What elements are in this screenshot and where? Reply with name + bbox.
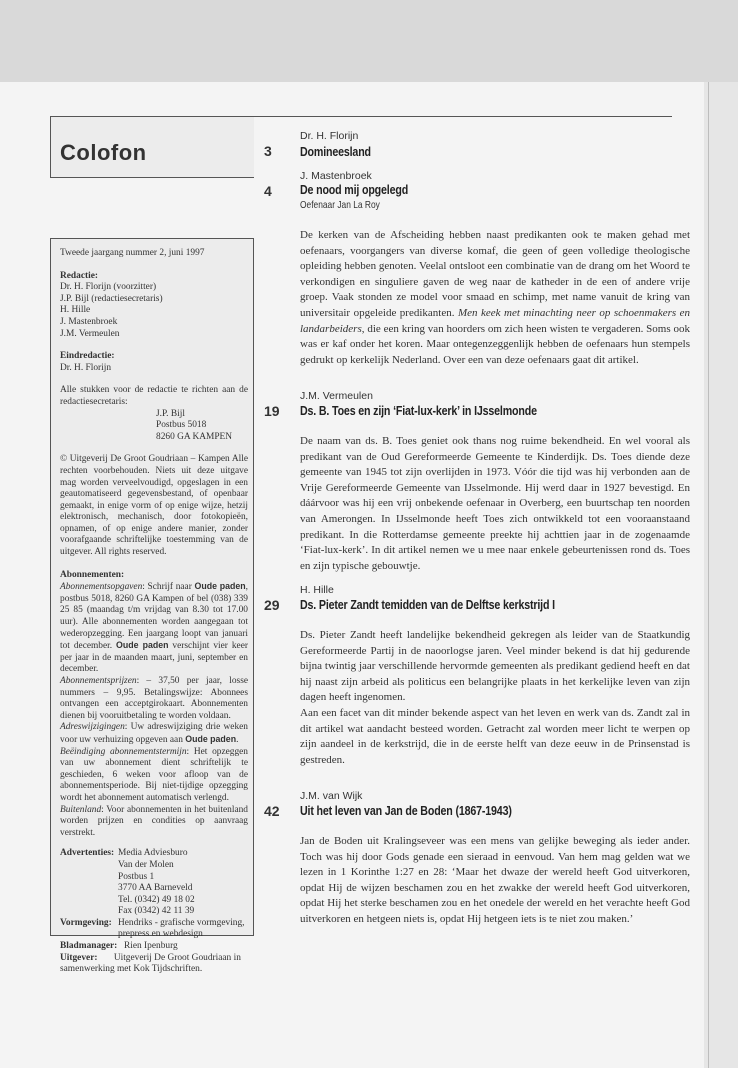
article-summary: De kerken van de Afscheiding hebben naast predikanten ook te maken gehad met oefenaars, voorgangers van diverse komaf, die geen of geen volledige theologische opleiding hebben genoten. Veelal ontsloot een combinatie van de drang om het Woord te verkondigen en singuliere gaven de weg naar de katheder in de een of andere vrije groep. Vaak stonden ze model voor smaad en schimp, met name vanuit de kring van universitair opgeleide predikanten. Men keek met minachting neer op schoenmakers en landarbeiders, die een kring van hoorders om zich heen wisten te vergaderen. Soms ook was er kaf onder het koren. Maar ontegenzeggenlijk hebben de oefenaars hun stempels gedrukt op kerkelijk Nederland. Over een van deze oefenaars gaat dit artikel. bbox=[300, 229, 690, 366]
header-rule bbox=[254, 116, 672, 117]
uitgever-block: Uitgever: Uitgeverij De Groot Goudriaan in samenwerking met Kok Tijdschriften. bbox=[60, 952, 241, 975]
advertenties-block: Advertenties: Media Adviesburo Van der Molen Postbus 1 3770 AA Barneveld Tel. (0342) 49 18 02 Fax (0342) 42 11 39 bbox=[60, 848, 195, 917]
article-summary: Ds. Pieter Zandt heeft landelijke bekendheid gekregen als leider van de Staatkundig Gereformeerde Partij in de naoorlogse jaren. Veel minder bekend is dat hij gedurende bijna twintig jaar verschillende hervormde gemeenten als predikant gediend heeft en dat hij naast zijn arbeid als politicus een belangrijke plaats in het kerkelijke leven van zijn dagen heeft ingenomen. Aan een facet van dit minder bekende aspect van het leven en werk van ds. Zandt zal in dit artikel wat aandacht besteed worden. Getracht zal worden meer licht te werpen op zijn aandeel in de kerkstrijd, die in de eerste helft van deze eeuw in de Prinsenstad is gestreden. bbox=[300, 629, 690, 766]
abonnementen-block: Abonnementen: Abonnementsopgaven: Schrijf naar Oude paden, postbus 5018, 8260 GA Kampen of bel (038) 339 25 85 (maandag t/m vrijdag van 8.30 tot 17.00 uur). Alle abonnementen worden aangegaan tot wederopzegging. Een jaargang loopt van januari tot december. Oude paden verschijnt vier keer per jaar in de maanden maart, juni, september en december. Abonnementsprijzen: – 37,50 per jaar, losse nummers – 9,95. Betalingswijze: Abonnees ontvangen een acceptgirokaart. Abonnementen dienen bij vooruitbetaling te worden voldaan. Adreswijzigingen: Uw adreswijziging drie weken voor uw verhuizing opgeven aan Oude paden. Beëindiging abonnementstermijn: Het opzeggen van uw abonnement dient schriftelijk te geschieden, 6 weken voor afloop van de abonnementsperiode. Bij niet-tijdige opzegging wordt het abonnement automatisch verlengd. Buitenland: Voor abonnementen in het buitenland worden prijzen en condities op aanvraag verstrekt. bbox=[60, 569, 248, 838]
next-page-edge bbox=[704, 82, 738, 1068]
copyright-block: © Uitgeverij De Groot Goudriaan – Kampen Alle rechten voorbehouden. Niets uit deze uitgave mag worden verveelvoudigd, opgeslagen in een geautomatiseerd gegevensbestand, of openbaar gemaakt, in enige vorm of op enige wijze, hetzij elektronisch, mechanisch, door fotokopieën, opnamen, of op enige andere manier, zonder voorafgaande schriftelijke toestemming van de uitgever. All rights reserved. bbox=[60, 454, 248, 558]
colofon-content bbox=[60, 248, 248, 976]
eindredactie-block: Eindredactie: Dr. H. Florijn bbox=[60, 351, 115, 373]
page-background: Colofon Tweede jaargang nummer 2, juni 1997 Redactie: Dr. H. Florijn (voorzitter) J.P. Bijl (redactiesecretaris) H. Hille J. Mastenbroek J.M. Vermeulen Eindredactie: Dr. H. Florijn Alle stukken voor de redactie te richten aan de redactiesecretaris: J.P. Bijl Postbus 5018 8260 GA KAMPEN © Uitgeverij De Groot Goudriaan – Kampen Alle rechten voorbehouden. Niets uit deze uitgave mag worden verveelvoudigd, opgeslagen in een geautomatiseerd gegevensbestand, of openbaar gemaakt, in enige vorm of op enige wijze, hetzij elektronisch, mechanisch, door fotokopieën, opnamen, of op enige andere manier, zonder voorafgaande schriftelijke toestemming van de uitgever. All rights reserved. Abonnementen: Abonnementsopgaven: Schrijf naar Oude paden, postbus 5018, 8260 GA Kampen of bel (038) 339 25 85 (maandag t/m vrijdag van 8.30 tot 17.00 uur). Alle abonnementen worden aangegaan tot wederopzegging. Een jaargang loopt van januari tot december. Oude paden verschijnt vier keer per jaar in de maanden maart, juni, september en december. Abonnementsprijzen: – 37,50 per jaar, losse nummers – 9,95. Betalingswijze: Abonnees ontvangen een acceptgirokaart. Abonnementen dienen bij vooruitbetaling te worden voldaan. Adreswijzigingen: Uw adreswijziging drie weken voor uw verhuizing opgeven aan Oude paden. Beëindiging abonnementstermijn: Het opzeggen van uw abonnement dient schriftelijk te geschieden, 6 weken voor afloop van de abonnementsperiode. Bij niet-tijdige opzegging wordt het abonnement automatisch verlengd. Buitenland: Voor abonnementen in het buitenland worden prijzen en condities op aanvraag verstrekt. Advertenties: Media Adviesburo Van der Molen Postbus 1 3770 AA Barneveld Tel. (0342) 49 18 02 Fax (0342) 42 11 39 Vormgeving: Hendriks - grafische vormgeving, prepress en webdesign Bladmanager: Rien Ipenburg Uitgever: Uitgeverij De Groot Goudriaan in samenwerking met Kok Tijdschriften. Dr. H. Florijn 3 Domineesland J. Mastenbroek 4 De nood mij opgelegd Oefenaar Jan La Roy De kerken van de Afscheiding hebben naast predikanten ook te maken gehad met oefenaars, voorgangers van diverse komaf, die geen of geen volledige theologische opleiding hebben genoten. Veelal ontsloot een combinatie van de drang om het Woord te verkondigen en singuliere gaven de weg naar de katheder in de een of andere vrije groep. Vaak stonden ze model voor smaad en schimp, met name vanuit de kring van universitair opgeleide predikanten. Men keek met minachting neer op schoenmakers en landarbeiders, die een kring van hoorders om zich heen wisten te vergaderen. Soms ook was er kaf onder het koren. Maar ontegenzeggenlijk hebben de oefenaars hun stempels gedrukt op kerkelijk Nederland. Over een van deze oefenaars gaat dit artikel. J.M. Vermeulen 19 Ds. B. Toes en zijn ‘Fiat-lux-kerk’ in IJsselmonde De naam van ds. B. Toes geniet ook thans nog ruime bekendheid. En wel vooral als predikant van de Oud Gereformeerde Gemeente te Kinderdijk. Ds. Toes diende deze gemeente van 1945 tot zijn overlijden in 1973. Vóór die tijd was hij verbonden aan de Vrije Gereformeerde Gemeente van IJsselmonde. Hij werd daar in 1927 bevestigd. En dáárvoor was hij een vrij onbekende oefenaar in Overberg, een buurtschap ten noorden van Amerongen. In IJsselmonde heeft Toes zich ontwikkeld tot een vooraanstaand predikant. In die Rotterdamse gemeente preekte hij achttien jaar in de zogenaamde ‘Fiat-lux-kerk’. In dit artikel nemen we u mee naar enkele gebeurtenissen rond ds. Toes en zijn typische gebouwtje. H. Hille 29 Ds. Pieter Zandt temidden van de Delftse kerkstrijd I Ds. Pieter Zandt heeft landelijke bekendheid gekregen als leider van de Staatkundig Gereformeerde Partij in de naoorlogse jaren. Veel minder bekend is dat hij gedurende bijna twintig jaar verschillende hervormde gemeenten als predikant gediend heeft en dat hij naast zijn arbeid als politicus een belangrijke plaats in het kerkelijke leven van zijn dagen heeft ingenomen. Aan een facet van dit minder bekende aspect van het leven en werk van ds. Zandt zal in dit artikel wat aandacht besteed worden. Getracht zal worden meer licht te werpen op zijn aandeel in de kerkstrijd, die in de eerste helft van deze eeuw in de Prinsenstad is gestreden. J.M. van Wijk 42 Uit het leven van Jan de Boden (1867-1943) Jan de Boden uit Kralingseveer was een mens van gelijke beweging als ieder ander. Toch was hij door Gods genade een sieraad in eenvoud. Van hem mag gelden wat we lezen in 1 Korinthe 1:27 en 28: ‘Maar het dwaze der wereld heeft God uitverkoren, opdat Hij de wijzen beschamen zou en het zwakke der wereld heeft God uitverkoren, opdat Hij het sterke beschamen zou en het onedele der wereld en het verachte heeft God uitverkoren en hetgeen niets is, opdat Hij hetgeen iets is te niet zou maken.’ bbox=[0, 0, 738, 1068]
vormgeving-block: Vormgeving: Hendriks - grafische vormgeving, prepress en webdesign bbox=[60, 917, 245, 940]
page-fold-line bbox=[708, 82, 709, 1068]
colofon-title: Colofon bbox=[60, 140, 147, 165]
edition-line: Tweede jaargang nummer 2, juni 1997 bbox=[60, 248, 205, 258]
article-summary: Jan de Boden uit Kralingseveer was een mens van gelijke beweging als ieder ander. Toch was hij door Gods genade een sieraad in eenvoud. Van hem mag gelden wat we lezen in 1 Korinthe 1:27 en 28: ‘Maar het dwaze der wereld heeft God uitverkoren, opdat Hij de wijzen beschamen zou en het zwakke der wereld heeft God uitverkoren, opdat Hij het sterke beschamen zou en het onedele der wereld en het verachte heeft God uitverkoren en hetgeen niets is, opdat Hij hetgeen iets is te niet zou maken.’ bbox=[300, 835, 690, 925]
bladmanager-block: Bladmanager: Rien Ipenburg bbox=[60, 941, 178, 952]
address-block: Alle stukken voor de redactie te richten aan de redactiesecretaris: J.P. Bijl Postbus 5018 8260 GA KAMPEN bbox=[60, 385, 248, 442]
article-summary: De naam van ds. B. Toes geniet ook thans nog ruime bekendheid. En wel vooral als predikant van de Oud Gereformeerde Gemeente te Kinderdijk. Ds. Toes diende deze gemeente van 1945 tot zijn overlijden in 1973. Vóór die tijd was hij verbonden aan de Vrije Gereformeerde Gemeente van IJsselmonde. Hij werd daar in 1927 bevestigd. En dáárvoor was hij een vrij onbekende oefenaar in Overberg, een buurtschap ten noorden van Amerongen. In IJsselmonde heeft Toes zich ontwikkeld tot een vooraanstaand predikant. In die Rotterdamse gemeente preekte hij achttien jaar in de zogenaamde ‘Fiat-lux-kerk’. In dit artikel nemen we u mee naar enkele gebeurtenissen rond ds. Toes en zijn typische gebouwtje. bbox=[300, 435, 690, 572]
redactie-block: Redactie: Dr. H. Florijn (voorzitter) J.P. Bijl (redactiesecretaris) H. Hille J. Mastenbroek J.M. Vermeulen bbox=[60, 270, 163, 339]
